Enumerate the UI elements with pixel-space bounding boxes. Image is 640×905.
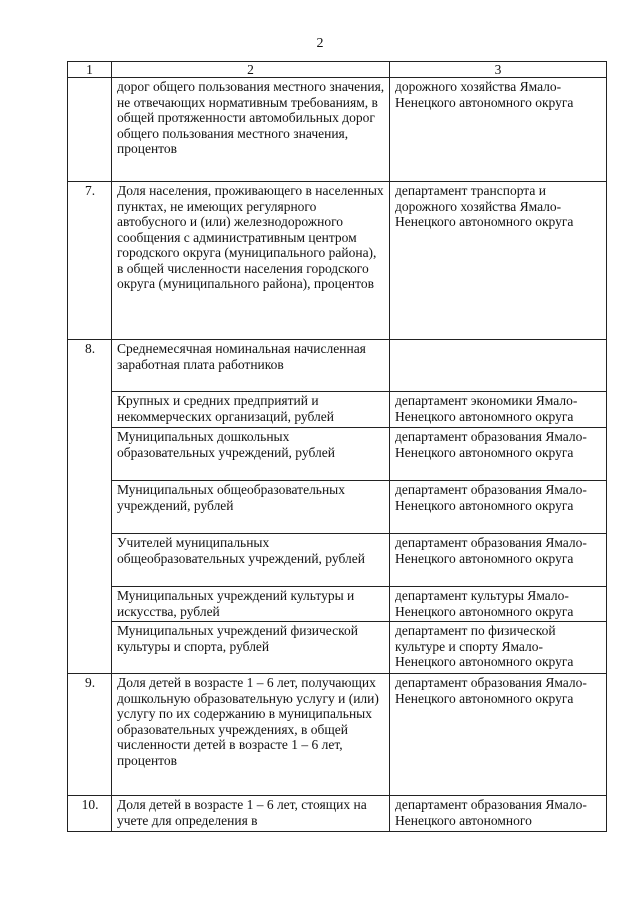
row-department: департамент культуры Ямало-Ненецкого автономного округа: [390, 587, 607, 622]
indicator-table: [67, 61, 607, 832]
row-indicator: Крупных и средних предприятий и некоммерческих организаций, рублей: [112, 392, 390, 428]
row-department: департамент транспорта и дорожного хозяйства Ямало-Ненецкого автономного округа: [390, 182, 607, 340]
page-number: 2: [316, 36, 324, 51]
row-indicator: Доля детей в возрасте 1 – 6 лет, стоящих на учете для определения в: [112, 796, 390, 832]
table-row: [68, 392, 607, 428]
row-indicator: Муниципальных учреждений физической культуры и спорта, рублей: [112, 622, 390, 674]
row-number: 8.: [68, 340, 112, 674]
row-number: [68, 78, 112, 182]
row-indicator: Среднемесячная номинальная начисленная заработная плата работников: [112, 340, 390, 392]
row-department: [390, 340, 607, 392]
table-header-row: [68, 62, 607, 78]
row-indicator: Муниципальных дошкольных образовательных учреждений, рублей: [112, 428, 390, 481]
row-number: 9.: [68, 674, 112, 796]
row-indicator: Муниципальных общеобразовательных учреждений, рублей: [112, 481, 390, 534]
table-row: [68, 587, 607, 622]
table-row: [68, 182, 607, 340]
table-row: [68, 428, 607, 481]
row-indicator: Учителей муниципальных общеобразовательных учреждений, рублей: [112, 534, 390, 587]
row-indicator: Доля населения, проживающего в населенных пунктах, не имеющих регулярного автобусного и (или) железнодорожного сообщения с административным центром городского округа (муниципального района), в общей численности населения городского округа (муниципального района), процентов: [112, 182, 390, 340]
table-row: [68, 78, 607, 182]
table-row: [68, 481, 607, 534]
table-row: [68, 340, 607, 392]
header-col-indicator: 2: [112, 62, 390, 78]
row-indicator: Доля детей в возрасте 1 – 6 лет, получающих дошкольную образовательную услугу и (или) услугу по их содержанию в муниципальных образовательных учреждениях, в общей численности детей в возрасте 1 – 6 лет, процентов: [112, 674, 390, 796]
table-row: [68, 674, 607, 796]
table-row: [68, 622, 607, 674]
row-department: департамент экономики Ямало-Ненецкого автономного округа: [390, 392, 607, 428]
row-department: департамент образования Ямало-Ненецкого автономного: [390, 796, 607, 832]
table-row: [68, 534, 607, 587]
row-department: департамент образования Ямало-Ненецкого автономного округа: [390, 428, 607, 481]
header-col-number: 1: [68, 62, 112, 78]
row-department: дорожного хозяйства Ямало-Ненецкого автономного округа: [390, 78, 607, 182]
header-col-department: 3: [390, 62, 607, 78]
row-indicator: Муниципальных учреждений культуры и искусства, рублей: [112, 587, 390, 622]
row-number: 7.: [68, 182, 112, 340]
row-department: департамент по физической культуре и спорту Ямало-Ненецкого автономного округа: [390, 622, 607, 674]
row-department: департамент образования Ямало-Ненецкого автономного округа: [390, 534, 607, 587]
row-department: департамент образования Ямало-Ненецкого автономного округа: [390, 674, 607, 796]
row-number: 10.: [68, 796, 112, 832]
row-indicator: дорог общего пользования местного значения, не отвечающих нормативным требованиям, в общей протяженности автомобильных дорог общего пользования местного значения, процентов: [112, 78, 390, 182]
table-row: [68, 796, 607, 832]
row-department: департамент образования Ямало-Ненецкого автономного округа: [390, 481, 607, 534]
